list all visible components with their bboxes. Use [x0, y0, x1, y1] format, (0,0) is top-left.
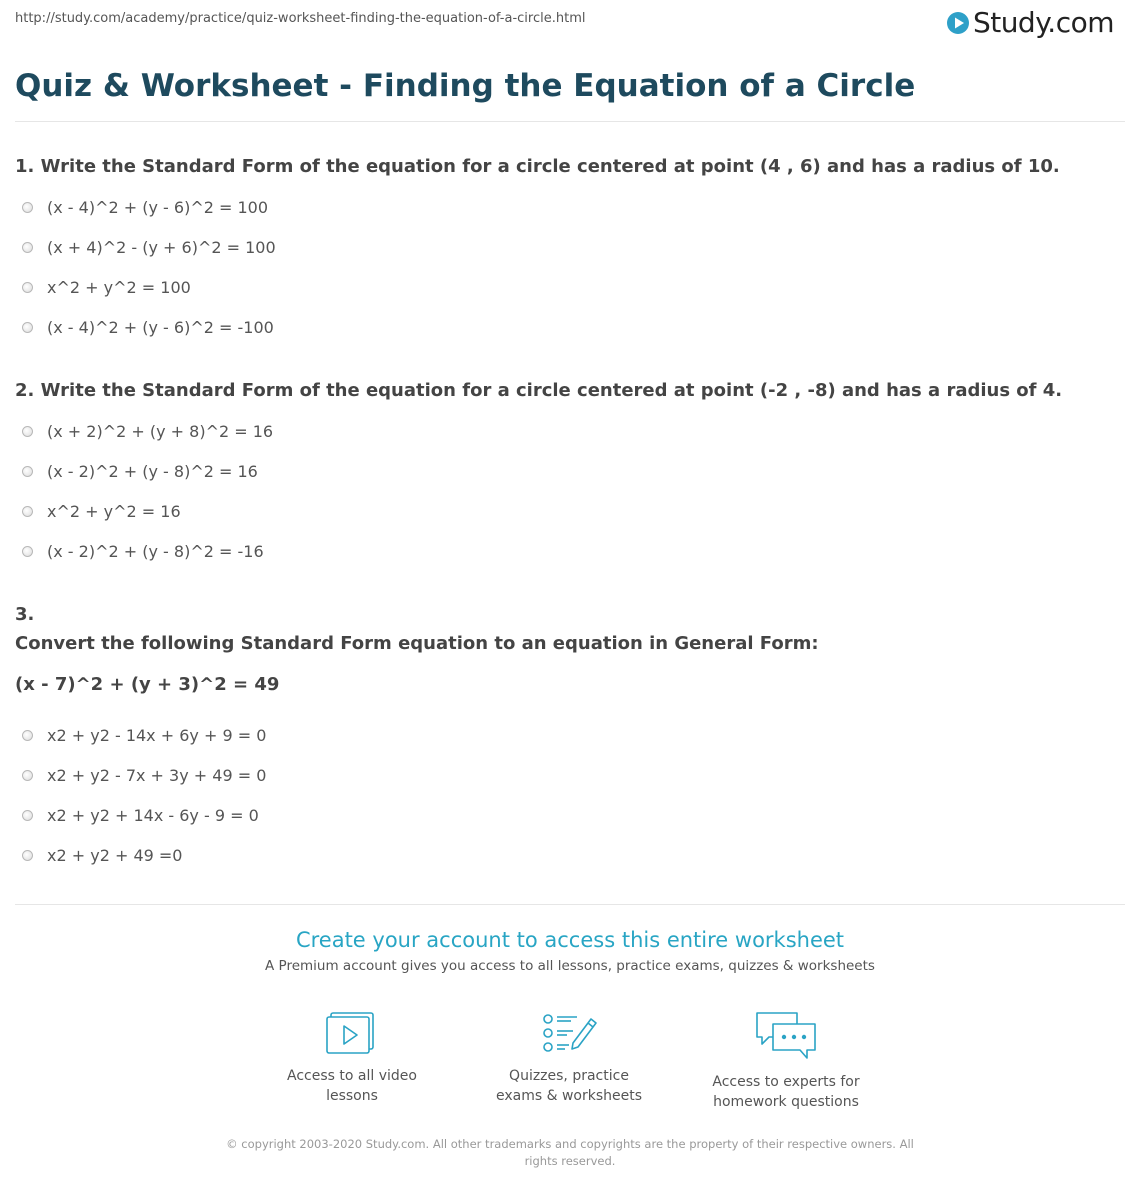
play-logo-icon: [946, 11, 970, 35]
question-2-option-2[interactable]: [22, 462, 258, 481]
page-title: Quiz & Worksheet - Finding the Equation of a Circle: [15, 68, 916, 104]
option-label: x2 + y2 - 7x + 3y + 49 = 0: [47, 766, 267, 785]
feature-experts: [686, 1010, 886, 1112]
feature-label: Access to all video lessons: [287, 1068, 417, 1104]
option-label: x2 + y2 - 14x + 6y + 9 = 0: [47, 726, 267, 745]
option-label: (x - 4)^2 + (y - 6)^2 = 100: [47, 198, 269, 217]
question-3-number: 3.: [15, 604, 35, 625]
question-3-option-3[interactable]: [22, 806, 259, 825]
option-label: x^2 + y^2 = 16: [47, 502, 181, 521]
option-label: x2 + y2 + 14x - 6y - 9 = 0: [47, 806, 259, 825]
feature-video-lessons: [252, 1010, 452, 1106]
radio-button[interactable]: [22, 466, 33, 477]
radio-button[interactable]: [22, 242, 33, 253]
question-1-option-1[interactable]: [22, 198, 268, 217]
create-account-link[interactable]: Create your account to access this entire worksheet: [295, 928, 845, 952]
option-label: (x - 4)^2 + (y - 6)^2 = -100: [47, 318, 274, 337]
page-url: http://study.com/academy/practice/quiz-worksheet-finding-the-equation-of-a-circle.html: [15, 11, 586, 26]
radio-button[interactable]: [22, 770, 33, 781]
question-3-option-2[interactable]: [22, 766, 266, 785]
option-label: x2 + y2 + 49 =0: [47, 846, 183, 865]
question-1-text: 1. Write the Standard Form of the equation for a circle centered at point (4 , 6) and has a radius of 10.: [15, 156, 1060, 177]
radio-button[interactable]: [22, 546, 33, 557]
question-2-option-3[interactable]: [22, 502, 181, 521]
quiz-list-icon: [539, 1010, 599, 1056]
radio-button[interactable]: [22, 810, 33, 821]
question-2-option-1[interactable]: [22, 422, 273, 441]
divider: [15, 121, 1125, 122]
question-1-option-2[interactable]: [22, 238, 276, 257]
chat-bubbles-icon: [753, 1010, 819, 1062]
option-label: x^2 + y^2 = 100: [47, 278, 191, 297]
question-3-option-4[interactable]: [22, 846, 182, 865]
feature-label: Access to experts for homework questions: [712, 1074, 860, 1110]
question-3-option-1[interactable]: [22, 726, 266, 745]
question-2-text: 2. Write the Standard Form of the equation for a circle centered at point (-2 , -8) and has a radius of 4.: [15, 380, 1063, 401]
question-3-equation: (x - 7)^2 + (y + 3)^2 = 49: [15, 674, 280, 695]
radio-button[interactable]: [22, 202, 33, 213]
option-label: (x + 2)^2 + (y + 8)^2 = 16: [47, 422, 274, 441]
option-label: (x - 2)^2 + (y - 8)^2 = -16: [47, 542, 264, 561]
study-logo[interactable]: [946, 6, 1114, 39]
question-1-option-3[interactable]: [22, 278, 191, 297]
radio-button[interactable]: [22, 506, 33, 517]
question-3-text: Convert the following Standard Form equation to an equation in General Form:: [15, 633, 819, 654]
logo-text: Study.com: [972, 6, 1114, 39]
premium-description: A Premium account gives you access to all lessons, practice exams, quizzes & worksheets: [265, 958, 875, 974]
radio-button[interactable]: [22, 282, 33, 293]
divider: [15, 904, 1125, 905]
question-1-option-4[interactable]: [22, 318, 274, 337]
feature-label: Quizzes, practice exams & worksheets: [495, 1068, 643, 1104]
video-lessons-icon: [324, 1010, 380, 1056]
radio-button[interactable]: [22, 730, 33, 741]
option-label: (x - 2)^2 + (y - 8)^2 = 16: [47, 462, 258, 481]
option-label: (x + 4)^2 - (y + 6)^2 = 100: [47, 238, 276, 257]
radio-button[interactable]: [22, 322, 33, 333]
radio-button[interactable]: [22, 426, 33, 437]
feature-quizzes: [469, 1010, 669, 1106]
question-2-option-4[interactable]: [22, 542, 264, 561]
radio-button[interactable]: [22, 850, 33, 861]
copyright-text: © copyright 2003-2020 Study.com. All other trademarks and copyrights are the property of their respective owners. All rights reserved.: [226, 1137, 914, 1168]
